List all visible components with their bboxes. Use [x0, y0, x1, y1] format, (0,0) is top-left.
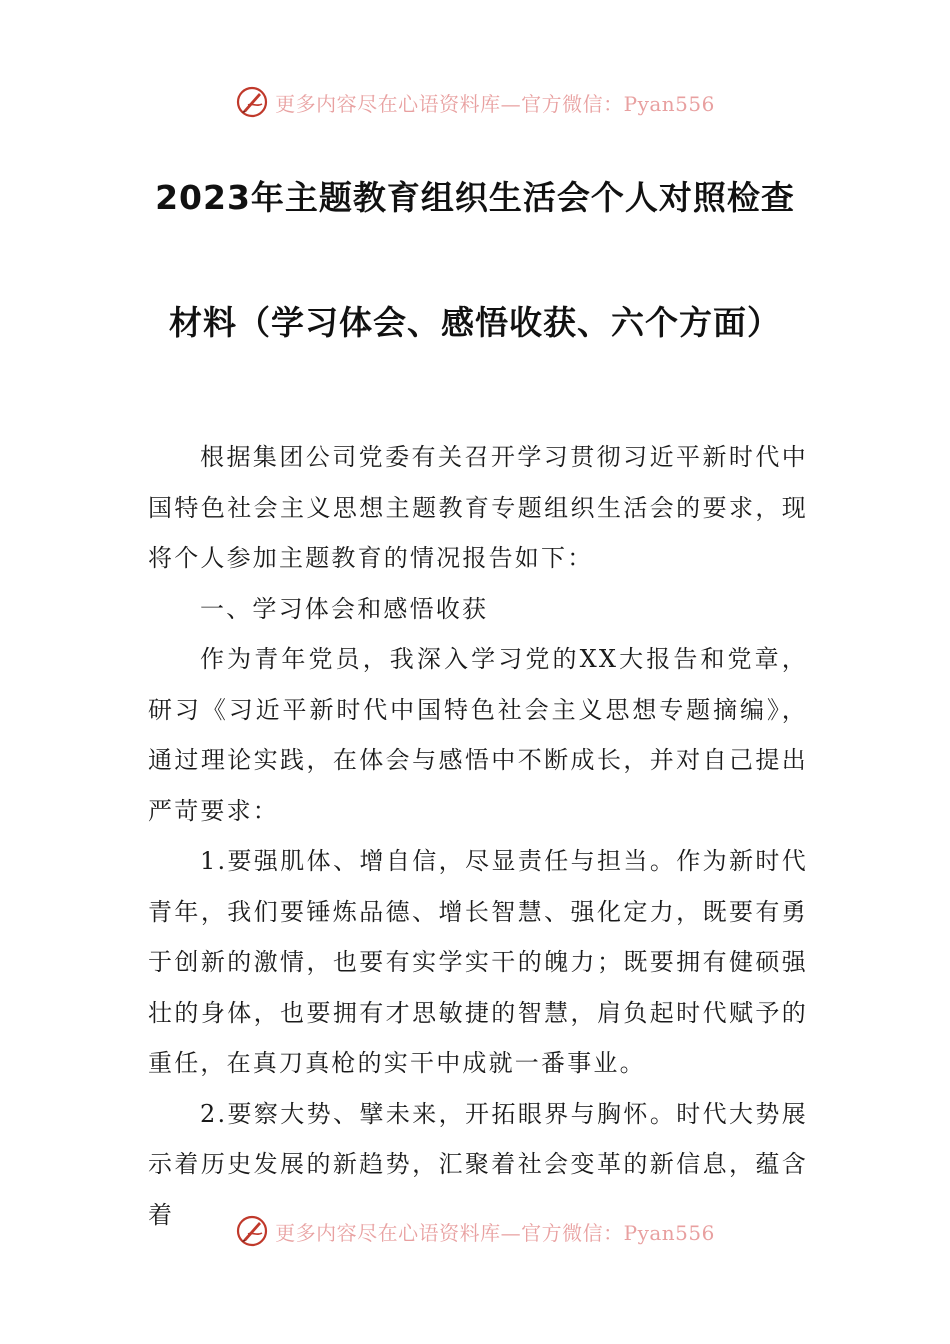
quill-logo-icon — [235, 1214, 269, 1248]
watermark-text: 更多内容尽在心语资料库—官方微信：Pyan556 — [275, 1220, 715, 1245]
footer-watermark-banner — [0, 1211, 950, 1251]
watermark-text: 更多内容尽在心语资料库—官方微信：Pyan556 — [275, 91, 715, 116]
numbered-paragraph-1: 1.要强肌体、增自信，尽显责任与担当。作为新时代青年，我们要锤炼品德、增长智慧、强化定力，既要有勇于创新的激情，也要有实学实干的魄力；既要拥有健硕强壮的身体，也要拥有才思敏捷的智慧，肩负起时代赋予的重任，在真刀真枪的实干中成就一番事业。 — [148, 847, 808, 1077]
body-paragraph: 作为青年党员，我深入学习党的XX大报告和党章，研习《习近平新时代中国特色社会主义思想专题摘编》，通过理论实践，在体会与感悟中不断成长，并对自己提出严苛要求： — [148, 645, 808, 825]
document-title-line-2: 材料（学习体会、感悟收获、六个方面） — [169, 303, 781, 342]
numbered-paragraph-2: 2.要察大势、擘未来，开拓眼界与胸怀。时代大势展示着历史发展的新趋势，汇聚着社会变革的新信息，蕴含着 — [148, 1099, 808, 1229]
quill-logo-icon — [235, 85, 269, 119]
document-title-line-1: 2023年主题教育组织生活会个人对照检查 — [155, 178, 795, 217]
intro-paragraph: 根据集团公司党委有关召开学习贯彻习近平新时代中国特色社会主义思想主题教育专题组织生活会的要求，现将个人参加主题教育的情况报告如下： — [148, 443, 808, 572]
header-watermark-banner — [0, 82, 950, 122]
document-body — [148, 432, 808, 1240]
section-heading: 一、学习体会和感悟收获 — [200, 594, 489, 623]
